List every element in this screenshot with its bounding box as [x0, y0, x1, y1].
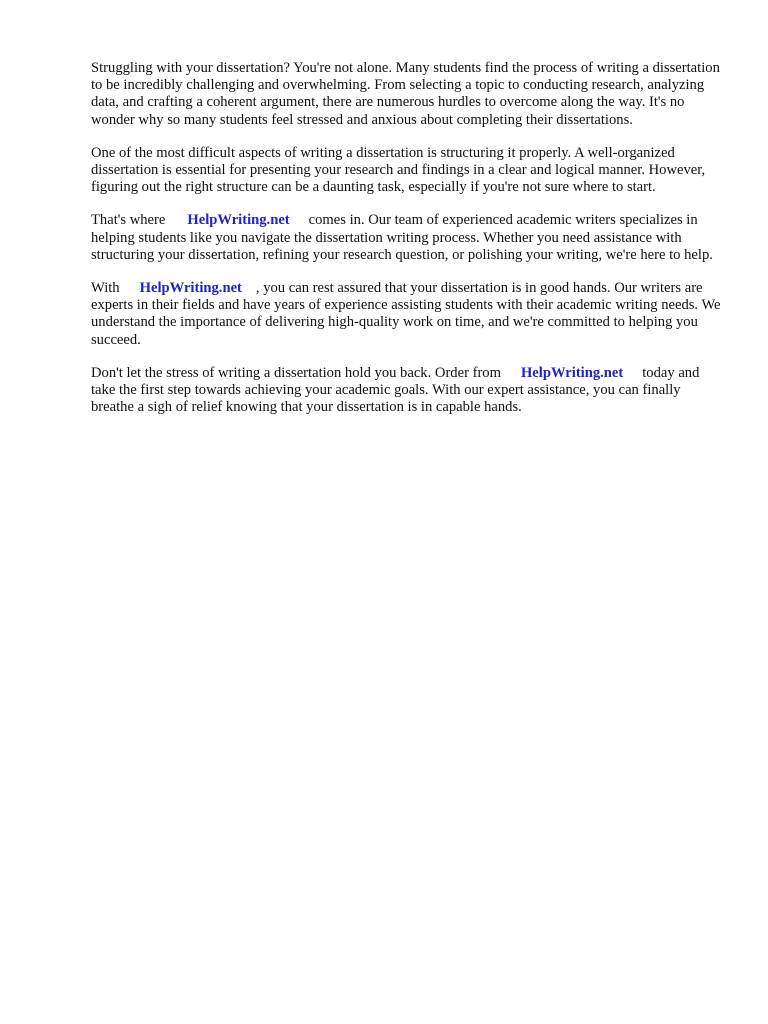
paragraph-call-to-action — [91, 365, 723, 417]
paragraph-structure — [91, 145, 723, 197]
helpwriting-link-2[interactable]: HelpWriting.net — [139, 280, 242, 297]
paragraph-service-after: comes in. Our team of experienced academic writers specializes in helping students like you navigate the dissertation writing process. Whether you need assistance with structuring your dissertation, refining your research question, or polishing your writing, we're here to help. — [91, 212, 713, 263]
helpwriting-link-3[interactable]: HelpWriting.net — [520, 364, 624, 381]
paragraph-assurance-after: , you can rest assured that your dissertation is in good hands. Our writers are experts in their fields and have years of experience assisting students with their academic writing needs. We understand the importance of delivering high-quality work on time, and we're committed to helping you succeed. — [91, 280, 721, 348]
paragraph-service — [91, 212, 723, 264]
paragraph-structure-text: One of the most difficult aspects of writing a dissertation is structuring it properly. A well-organized dissertation is essential for presenting your research and findings in a clear and logical manner. However, figuring out the right structure can be a daunting task, especially if you're not sure where to start. — [91, 144, 706, 196]
paragraph-service-before: That's where — [91, 212, 166, 229]
paragraph-assurance — [91, 280, 723, 349]
document-body — [91, 60, 723, 432]
paragraph-assurance-before: With — [91, 280, 120, 297]
paragraph-cta-after: today and take the first step towards achieving your academic goals. With our expert assistance, you can finally breathe a sigh of relief knowing that your dissertation is in capable hands. — [91, 364, 700, 416]
paragraph-intro — [91, 60, 723, 129]
paragraph-cta-before: Don't let the stress of writing a dissertation hold you back. Order from — [91, 364, 501, 381]
paragraph-intro-text: Struggling with your dissertation? You're not alone. Many students find the process of writing a dissertation to be incredibly challenging and overwhelming. From selecting a topic to conducting research, analyzing data, and crafting a coherent argument, there are numerous hurdles to overcome along the way. It's no wonder why so many students feel stressed and anxious about completing their dissertations. — [91, 60, 720, 128]
helpwriting-link-1[interactable]: HelpWriting.net — [187, 212, 290, 229]
